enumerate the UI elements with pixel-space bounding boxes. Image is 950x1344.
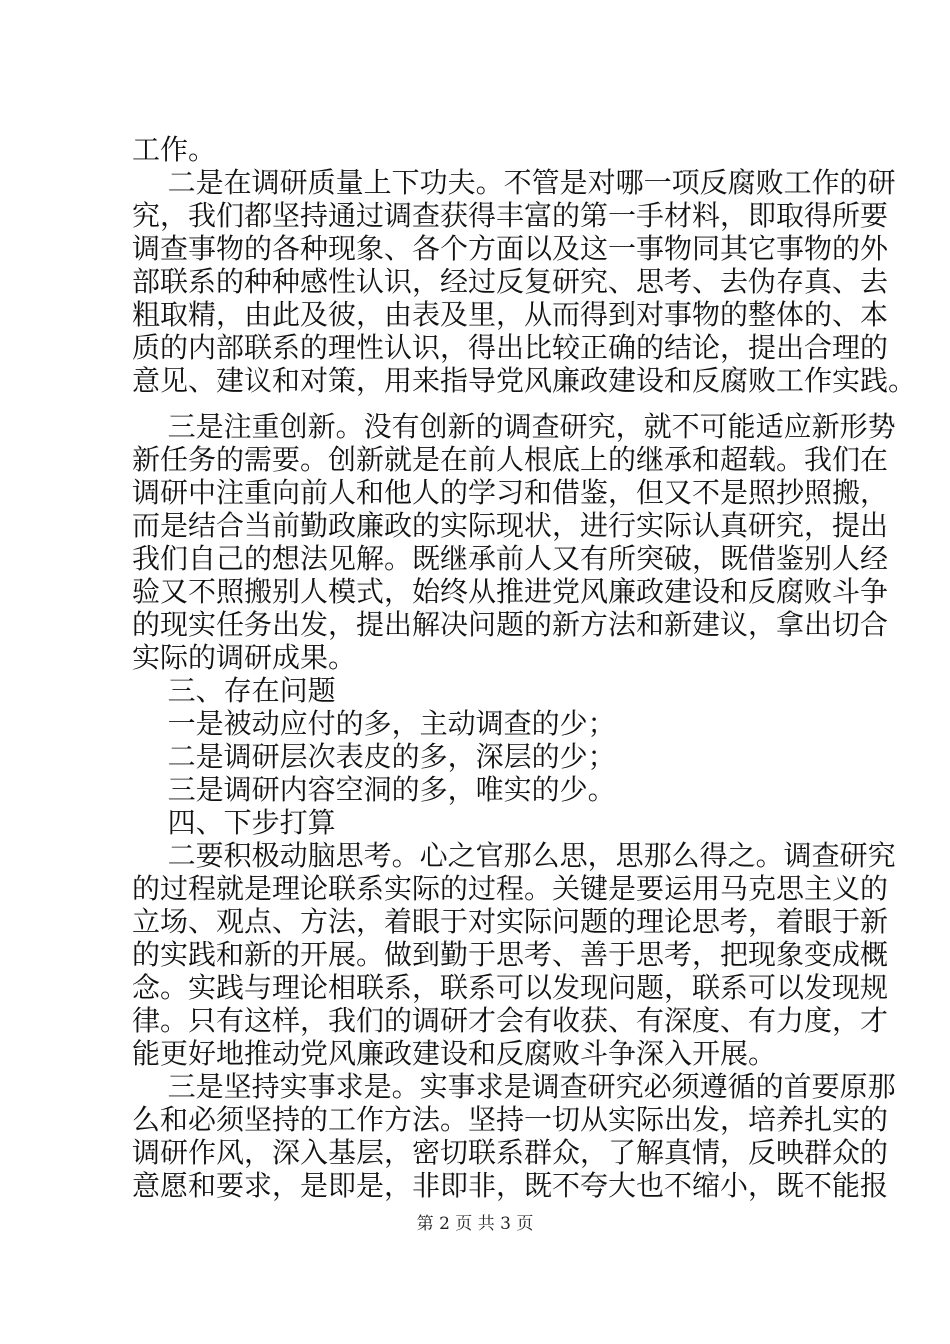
text-line: 么和必须坚持的工作方法。坚持一切从实际出发，培养扎实的: [132, 1103, 889, 1136]
text-line: 工作。: [132, 132, 217, 166]
text-line: 律。只有这样，我们的调研才会有收获、有深度、有力度，才: [132, 1004, 889, 1037]
text-line: 调研中注重向前人和他人的学习和借鉴，但又不是照抄照搬，: [132, 476, 889, 509]
page-number-footer: 第 2 页 共 3 页: [416, 1214, 534, 1234]
text-line: 三是坚持实事求是。实事求是调查研究必须遵循的首要原那: [132, 1070, 896, 1103]
text-line: 验又不照搬别人模式，始终从推进党风廉政建设和反腐败斗争: [132, 575, 889, 608]
text-line: 的过程就是理论联系实际的过程。关键是要运用马克思主义的: [132, 872, 889, 905]
text-line: 立场、观点、方法，着眼于对实际问题的理论思考，着眼于新: [132, 905, 889, 938]
text-line: 三是注重创新。没有创新的调查研究，就不可能适应新形势: [132, 410, 896, 443]
section-heading: 四、下步打算: [132, 806, 336, 839]
text-line: 调查事物的各种现象、各个方面以及这一事物同其它事物的外: [132, 231, 889, 265]
text-line: 粗取精，由此及彼，由表及里，从而得到对事物的整体的、本: [132, 297, 889, 331]
text-line: 而是结合当前勤政廉政的实际现状，进行实际认真研究，提出: [132, 509, 889, 542]
text-line: 质的内部联系的理性认识，得出比较正确的结论，提出合理的: [132, 330, 889, 364]
text-line: 新任务的需要。创新就是在前人根底上的继承和超载。我们在: [132, 443, 889, 476]
text-line: 三是调研内容空洞的多，唯实的少。: [132, 773, 616, 806]
text-line: 部联系的种种感性认识，经过反复研究、思考、去伪存真、去: [132, 264, 889, 298]
text-line: 二是在调研质量上下功夫。不管是对哪一项反腐败工作的研: [132, 165, 896, 199]
text-line: 实际的调研成果。: [132, 641, 357, 674]
text-line: 究，我们都坚持通过调查获得丰富的第一手材料，即取得所要: [132, 198, 889, 232]
section-heading: 三、存在问题: [132, 674, 336, 707]
text-line: 一是被动应付的多，主动调查的少；: [132, 707, 616, 740]
text-line: 的实践和新的开展。做到勤于思考、善于思考，把现象变成概: [132, 938, 889, 971]
text-line: 二要积极动脑思考。心之官那么思，思那么得之。调查研究: [132, 839, 896, 872]
text-line: 念。实践与理论相联系，联系可以发现问题，联系可以发现规: [132, 971, 889, 1004]
text-line: 二是调研层次表皮的多，深层的少；: [132, 740, 616, 773]
text-line: 能更好地推动党风廉政建设和反腐败斗争深入开展。: [132, 1037, 777, 1070]
text-line: 意见、建议和对策，用来指导党风廉政建设和反腐败工作实践。: [132, 363, 917, 397]
text-line: 调研作风，深入基层，密切联系群众，了解真情，反映群众的: [132, 1136, 889, 1169]
text-line: 我们自己的想法见解。既继承前人又有所突破，既借鉴别人经: [132, 542, 889, 575]
text-line: 意愿和要求，是即是，非即非，既不夸大也不缩小，既不能报: [132, 1169, 889, 1202]
text-line: 的现实任务出发，提出解决问题的新方法和新建议，拿出切合: [132, 608, 889, 641]
